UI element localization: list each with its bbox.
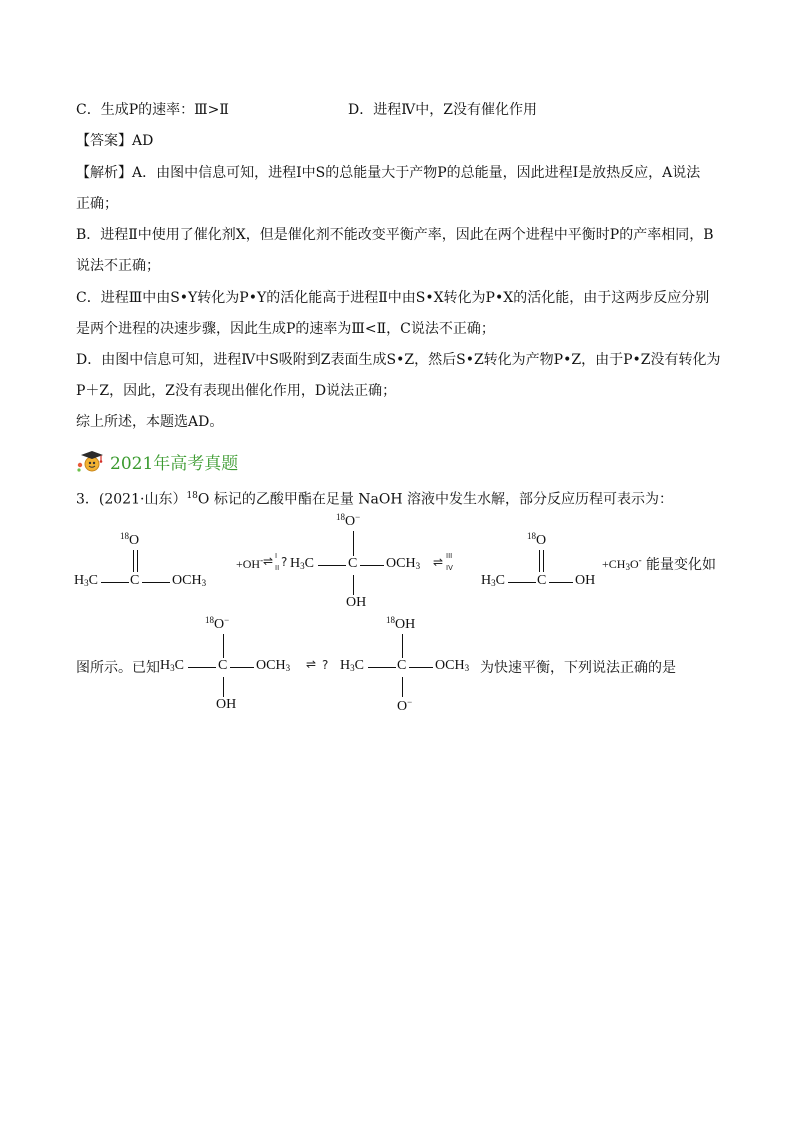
carbon-atom: C [348, 556, 358, 571]
single-bond-line [101, 582, 129, 583]
single-bond-line [409, 667, 433, 668]
och3-group: $OCH_3$ [386, 556, 421, 571]
equilibrium-arrow-2: ⇌ [433, 555, 444, 569]
equilibrium-arrow-1: ⇌ [263, 554, 274, 568]
och3-group: $OCH_3$ [435, 658, 470, 673]
single-bond-line [142, 582, 170, 583]
analysis-line-4: 说法不正确； [76, 258, 160, 274]
single-bond-line [223, 677, 224, 697]
analysis-line-6: 是两个进程的决速步骤，因此生成P的速率为Ⅲ<Ⅱ，C说法不正确； [76, 321, 495, 337]
step-label-iii: III [446, 552, 453, 560]
analysis-line-8: P＋Z，因此，Z没有表现出催化作用，D说法正确； [76, 383, 397, 399]
step-label-iv: IV [446, 564, 453, 572]
h3c-group: $H_3C$ [74, 573, 98, 588]
single-bond-line [402, 634, 403, 658]
carbon-atom: C [130, 573, 140, 588]
single-bond-line [318, 565, 346, 566]
section-header [76, 448, 716, 474]
plus-hydroxide: +OH- [236, 555, 264, 571]
single-bond-line [368, 667, 396, 668]
single-bond-line [508, 582, 536, 583]
single-bond-line [360, 565, 384, 566]
analysis-line-3: B．进程Ⅱ中使用了催化剂X，但是催化剂不能改变平衡产率，因此在两个进程中平衡时P的产率相同，B [76, 227, 714, 243]
single-bond-line [353, 531, 354, 556]
question-text: O 标记的乙酸甲酯在足量 NaOH 溶液中发生水解，部分反应历程可表示为： [197, 491, 674, 508]
o18-label: $^{18}$O [527, 531, 547, 548]
step-label-i: I [275, 552, 278, 560]
o18-minus-label: $^{18}$O− [205, 615, 230, 632]
single-bond-line [549, 582, 573, 583]
single-bond-line [188, 667, 216, 668]
carbon-atom: C [537, 573, 547, 588]
oh-group: OH [216, 697, 237, 712]
answer-line: 【答案】AD [76, 133, 154, 149]
graduation-cap-icon [76, 449, 104, 473]
analysis-line-7: D．由图中信息可知，进程Ⅳ中S吸附到Z表面生成S•Z，然后S•Z转化为产物P•Z，由于P•Z没有转化为 [76, 352, 721, 368]
och3-group: $OCH_3$ [256, 658, 291, 673]
single-bond-line [402, 677, 403, 697]
h3c-group: $H_3C$ [340, 658, 364, 673]
o-minus-group: O− [397, 697, 413, 714]
option-d: D．进程Ⅳ中，Z没有催化作用 [348, 102, 537, 118]
o18-label: $^{18}$O [120, 531, 140, 548]
question-mark-1: ? [281, 555, 288, 569]
analysis-line-9: 综上所述，本题选AD。 [76, 414, 224, 430]
carbon-atom: C [397, 658, 407, 673]
oh-group: OH [575, 573, 596, 588]
och3-group: $OCH_3$ [172, 573, 207, 588]
double-bond-line [133, 550, 134, 572]
analysis-line-2: 正确； [76, 196, 118, 212]
question-mark-2: ? [322, 658, 329, 672]
analysis-line-1: 【解析】A．由图中信息可知，进程Ⅰ中S的总能量大于产物P的总能量，因此进程Ⅰ是放热反应，A说法 [76, 165, 701, 181]
o18h-label: $^{18}$OH [386, 615, 416, 632]
question-number: 3．(2021·山东） [76, 491, 187, 508]
o18-minus-label: $^{18}$O− [336, 512, 361, 529]
double-bond-line [543, 550, 544, 572]
known-text: 图所示。已知 [76, 660, 160, 676]
h3c-group: $H_3C$ [481, 573, 505, 588]
isotope-superscript: 18 [186, 491, 198, 501]
oh-group: OH [346, 595, 367, 610]
analysis-line-5: C．进程Ⅲ中由S•Y转化为P•Y的活化能高于进程Ⅱ中由S•X转化为P•X的活化能，由于这两步反应分别 [76, 290, 710, 306]
h3c-group: $H_3C$ [160, 658, 184, 673]
plus-methoxide: $+CH_3O^-$ [602, 555, 642, 572]
energy-text: 能量变化如 [646, 557, 716, 573]
equilibrium-arrow-3: ⇌ [306, 657, 317, 671]
question-3-line [76, 486, 673, 510]
h3c-group: $H_3C$ [290, 556, 314, 571]
single-bond-line [223, 634, 224, 658]
fast-equilibrium-text: 为快速平衡，下列说法正确的是 [480, 660, 676, 676]
double-bond-line [137, 550, 138, 572]
single-bond-line [353, 575, 354, 595]
double-bond-line [539, 550, 540, 572]
single-bond-line [230, 667, 254, 668]
option-c: C．生成P的速率：Ⅲ>Ⅱ [76, 102, 229, 118]
step-label-ii: II [275, 564, 280, 572]
section-title: 2021年高考真题 [110, 453, 239, 474]
carbon-atom: C [218, 658, 228, 673]
